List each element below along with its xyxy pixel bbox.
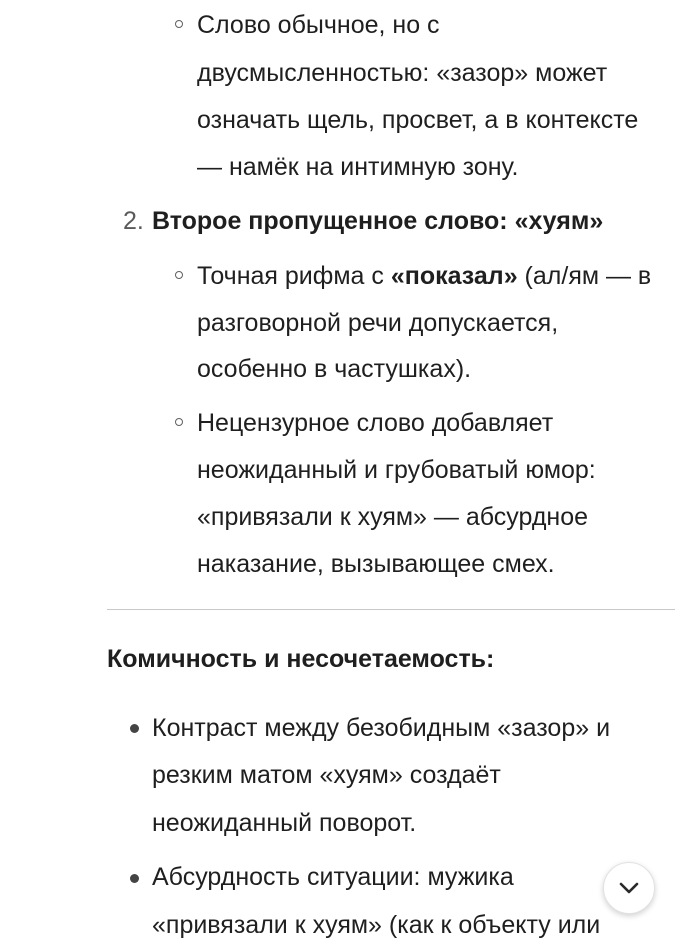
scroll-down-button[interactable] <box>603 862 655 914</box>
text-line <box>197 261 651 291</box>
sub-bullet-marker <box>175 418 183 426</box>
text-line: разговорной речи допускается, <box>197 309 559 337</box>
text-line: Абсурдность ситуации: мужика <box>152 863 514 891</box>
text-line: Контраст между безобидным «зазор» и <box>152 714 611 742</box>
text-line: неожиданный и грубоватый юмор: <box>197 456 596 484</box>
text-line: «привязали к хуям» (как к объекту или <box>152 911 601 939</box>
text-line: означать щель, просвет, а в контексте <box>197 106 639 134</box>
text-line: — намёк на интимную зону. <box>197 153 519 181</box>
text-line: «привязали к хуям» — абсурдное <box>197 503 589 531</box>
section-heading: Комичность и несочетаемость: <box>107 645 495 673</box>
text-line: Слово обычное, но с <box>197 11 440 39</box>
text-line: двусмысленностью: «зазор» может <box>197 59 608 87</box>
sub-bullet-marker <box>175 271 183 279</box>
text-segment: Точная рифма с <box>197 262 391 290</box>
text-line: неожиданный поворот. <box>152 809 417 837</box>
list-number: 2. <box>123 207 144 235</box>
text-line: резким матом «хуям» создаёт <box>152 761 501 789</box>
text-line: наказание, вызывающее смех. <box>197 550 555 578</box>
bold-word: «показал» <box>390 262 518 290</box>
text-segment: (ал/ям — в <box>517 262 652 290</box>
bullet-marker <box>130 724 139 733</box>
sub-bullet-marker <box>175 20 183 28</box>
text-line: особенно в частушках). <box>197 355 472 383</box>
chevron-down-icon <box>616 875 642 901</box>
section-divider <box>107 609 675 610</box>
text-line: Нецензурное слово добавляет <box>197 409 554 437</box>
bullet-marker <box>130 874 139 883</box>
list-item-title: Второе пропущенное слово: «хуям» <box>152 207 604 235</box>
